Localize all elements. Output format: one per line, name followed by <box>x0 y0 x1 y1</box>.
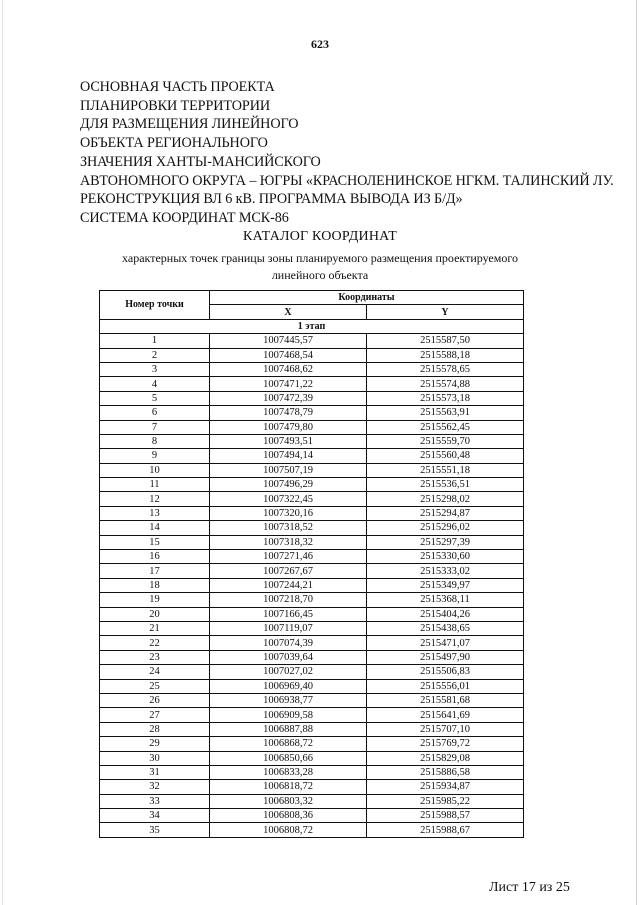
heading-line: ДЛЯ РАЗМЕЩЕНИЯ ЛИНЕЙНОГО <box>80 116 299 133</box>
y-coordinate-cell: 2515559,70 <box>367 434 524 448</box>
table-row <box>100 362 524 376</box>
y-coordinate-cell: 2515578,65 <box>367 362 524 376</box>
heading-line: РЕКОНСТРУКЦИЯ ВЛ 6 кВ. ПРОГРАММА ВЫВОДА ИЗ Б/Д» <box>80 191 463 208</box>
point-number-cell: 27 <box>100 708 210 722</box>
y-coordinate-cell: 2515404,26 <box>367 607 524 621</box>
y-coordinate-cell: 2515573,18 <box>367 391 524 405</box>
x-coordinate-cell: 1006969,40 <box>210 679 367 693</box>
scan-right-edge <box>636 0 637 905</box>
y-coordinate-cell: 2515556,01 <box>367 679 524 693</box>
point-number-cell: 5 <box>100 391 210 405</box>
table-row <box>100 535 524 549</box>
table-row <box>100 693 524 707</box>
x-coordinate-cell: 1006938,77 <box>210 693 367 707</box>
x-coordinate-cell: 1007166,45 <box>210 607 367 621</box>
x-coordinate-cell: 1007320,16 <box>210 506 367 520</box>
x-coordinate-cell: 1007507,19 <box>210 463 367 477</box>
document-heading <box>80 78 614 228</box>
point-number-cell: 31 <box>100 765 210 779</box>
table-row <box>100 621 524 635</box>
point-number-cell: 10 <box>100 463 210 477</box>
point-number-cell: 9 <box>100 449 210 463</box>
x-coordinate-cell: 1007496,29 <box>210 478 367 492</box>
y-coordinate-cell: 2515829,08 <box>367 751 524 765</box>
y-coordinate-cell: 2515551,18 <box>367 463 524 477</box>
header-x: X <box>210 305 367 319</box>
y-coordinate-cell: 2515985,22 <box>367 794 524 808</box>
table-row <box>100 679 524 693</box>
point-number-cell: 34 <box>100 809 210 823</box>
point-number-cell: 21 <box>100 621 210 635</box>
table-row <box>100 593 524 607</box>
table-row <box>100 737 524 751</box>
table-row <box>100 478 524 492</box>
y-coordinate-cell: 2515988,67 <box>367 823 524 837</box>
point-number-cell: 13 <box>100 506 210 520</box>
point-number-cell: 26 <box>100 693 210 707</box>
point-number-cell: 6 <box>100 406 210 420</box>
point-number-cell: 30 <box>100 751 210 765</box>
table-row <box>100 780 524 794</box>
y-coordinate-cell: 2515294,87 <box>367 506 524 520</box>
x-coordinate-cell: 1007478,79 <box>210 406 367 420</box>
point-number-cell: 22 <box>100 636 210 650</box>
y-coordinate-cell: 2515587,50 <box>367 334 524 348</box>
y-coordinate-cell: 2515497,90 <box>367 650 524 664</box>
point-number-cell: 1 <box>100 334 210 348</box>
table-row <box>100 377 524 391</box>
point-number-cell: 32 <box>100 780 210 794</box>
x-coordinate-cell: 1006803,32 <box>210 794 367 808</box>
table-row <box>100 550 524 564</box>
point-number-cell: 20 <box>100 607 210 621</box>
catalog-subtitle: характерных точек границы зоны планируемого размещения проектируемого линейного объекта <box>122 251 518 282</box>
table-row <box>100 708 524 722</box>
x-coordinate-cell: 1007218,70 <box>210 593 367 607</box>
x-coordinate-cell: 1007119,07 <box>210 621 367 635</box>
table-row <box>100 334 524 348</box>
y-coordinate-cell: 2515934,87 <box>367 780 524 794</box>
table-row <box>100 521 524 535</box>
point-number-cell: 25 <box>100 679 210 693</box>
x-coordinate-cell: 1007468,62 <box>210 362 367 376</box>
table-row <box>100 794 524 808</box>
heading-line: ПЛАНИРОВКИ ТЕРРИТОРИИ <box>80 97 270 114</box>
catalog-title: КАТАЛОГ КООРДИНАТ <box>243 229 397 244</box>
y-coordinate-cell: 2515562,45 <box>367 420 524 434</box>
x-coordinate-cell: 1006833,28 <box>210 765 367 779</box>
x-coordinate-cell: 1007318,52 <box>210 521 367 535</box>
header-coordinates: Координаты <box>210 291 524 305</box>
point-number-cell: 8 <box>100 434 210 448</box>
stage-label: 1 этап <box>100 319 524 333</box>
heading-line: ОБЪЕКТА РЕГИОНАЛЬНОГО <box>80 135 268 152</box>
x-coordinate-cell: 1006850,66 <box>210 751 367 765</box>
coordinates-table <box>99 290 524 838</box>
point-number-cell: 11 <box>100 478 210 492</box>
y-coordinate-cell: 2515563,91 <box>367 406 524 420</box>
x-coordinate-cell: 1007074,39 <box>210 636 367 650</box>
table-row <box>100 636 524 650</box>
x-coordinate-cell: 1006808,72 <box>210 823 367 837</box>
x-coordinate-cell: 1007471,22 <box>210 377 367 391</box>
table-row <box>100 463 524 477</box>
x-coordinate-cell: 1007318,32 <box>210 535 367 549</box>
point-number-cell: 14 <box>100 521 210 535</box>
x-coordinate-cell: 1007039,64 <box>210 650 367 664</box>
y-coordinate-cell: 2515296,02 <box>367 521 524 535</box>
point-number-cell: 12 <box>100 492 210 506</box>
table-row <box>100 722 524 736</box>
x-coordinate-cell: 1007445,57 <box>210 334 367 348</box>
table-row <box>100 665 524 679</box>
heading-line: АВТОНОМНОГО ОКРУГА – ЮГРЫ «КРАСНОЛЕНИНСКОЕ НГКМ. ТАЛИНСКИЙ ЛУ. <box>80 172 614 189</box>
x-coordinate-cell: 1006808,36 <box>210 809 367 823</box>
table-row <box>100 506 524 520</box>
y-coordinate-cell: 2515581,68 <box>367 693 524 707</box>
table-row <box>100 492 524 506</box>
x-coordinate-cell: 1006909,58 <box>210 708 367 722</box>
y-coordinate-cell: 2515536,51 <box>367 478 524 492</box>
y-coordinate-cell: 2515574,88 <box>367 377 524 391</box>
point-number-cell: 19 <box>100 593 210 607</box>
y-coordinate-cell: 2515333,02 <box>367 564 524 578</box>
point-number-cell: 15 <box>100 535 210 549</box>
y-coordinate-cell: 2515641,69 <box>367 708 524 722</box>
table-row <box>100 809 524 823</box>
table-row <box>100 650 524 664</box>
x-coordinate-cell: 1007468,54 <box>210 348 367 362</box>
y-coordinate-cell: 2515330,60 <box>367 550 524 564</box>
point-number-cell: 4 <box>100 377 210 391</box>
point-number-cell: 29 <box>100 737 210 751</box>
point-number-cell: 7 <box>100 420 210 434</box>
y-coordinate-cell: 2515886,58 <box>367 765 524 779</box>
header-y: Y <box>367 305 524 319</box>
y-coordinate-cell: 2515560,48 <box>367 449 524 463</box>
table-row <box>100 751 524 765</box>
x-coordinate-cell: 1006818,72 <box>210 780 367 794</box>
heading-line: ОСНОВНАЯ ЧАСТЬ ПРОЕКТА <box>80 79 275 95</box>
table-row <box>100 406 524 420</box>
point-number-cell: 28 <box>100 722 210 736</box>
y-coordinate-cell: 2515349,97 <box>367 578 524 592</box>
point-number-cell: 18 <box>100 578 210 592</box>
y-coordinate-cell: 2515769,72 <box>367 737 524 751</box>
y-coordinate-cell: 2515471,07 <box>367 636 524 650</box>
table-row <box>100 391 524 405</box>
x-coordinate-cell: 1007322,45 <box>210 492 367 506</box>
point-number-cell: 3 <box>100 362 210 376</box>
y-coordinate-cell: 2515438,65 <box>367 621 524 635</box>
table-row <box>100 564 524 578</box>
scan-left-edge <box>2 0 3 905</box>
heading-line: СИСТЕМА КООРДИНАТ МСК-86 <box>80 209 289 226</box>
y-coordinate-cell: 2515368,11 <box>367 593 524 607</box>
y-coordinate-cell: 2515297,39 <box>367 535 524 549</box>
point-number-cell: 24 <box>100 665 210 679</box>
x-coordinate-cell: 1007472,39 <box>210 391 367 405</box>
point-number-cell: 16 <box>100 550 210 564</box>
point-number-cell: 17 <box>100 564 210 578</box>
point-number-cell: 35 <box>100 823 210 837</box>
table-row <box>100 434 524 448</box>
y-coordinate-cell: 2515988,57 <box>367 809 524 823</box>
point-number-cell: 33 <box>100 794 210 808</box>
point-number-cell: 2 <box>100 348 210 362</box>
y-coordinate-cell: 2515707,10 <box>367 722 524 736</box>
sheet-footer: Лист 17 из 25 <box>489 880 570 895</box>
x-coordinate-cell: 1006887,88 <box>210 722 367 736</box>
header-point-number: Номер точки <box>100 291 210 320</box>
x-coordinate-cell: 1007494,14 <box>210 449 367 463</box>
y-coordinate-cell: 2515506,83 <box>367 665 524 679</box>
page-number: 623 <box>311 37 329 51</box>
x-coordinate-cell: 1007271,46 <box>210 550 367 564</box>
table-row <box>100 449 524 463</box>
y-coordinate-cell: 2515588,18 <box>367 348 524 362</box>
table-row <box>100 765 524 779</box>
x-coordinate-cell: 1007479,80 <box>210 420 367 434</box>
point-number-cell: 23 <box>100 650 210 664</box>
heading-line: ЗНАЧЕНИЯ ХАНТЫ-МАНСИЙСКОГО <box>80 153 321 170</box>
x-coordinate-cell: 1007244,21 <box>210 578 367 592</box>
y-coordinate-cell: 2515298,02 <box>367 492 524 506</box>
x-coordinate-cell: 1006868,72 <box>210 737 367 751</box>
table-row <box>100 420 524 434</box>
x-coordinate-cell: 1007493,51 <box>210 434 367 448</box>
x-coordinate-cell: 1007267,67 <box>210 564 367 578</box>
table-row <box>100 348 524 362</box>
table-row <box>100 823 524 837</box>
x-coordinate-cell: 1007027,02 <box>210 665 367 679</box>
table-row <box>100 578 524 592</box>
table-row <box>100 607 524 621</box>
